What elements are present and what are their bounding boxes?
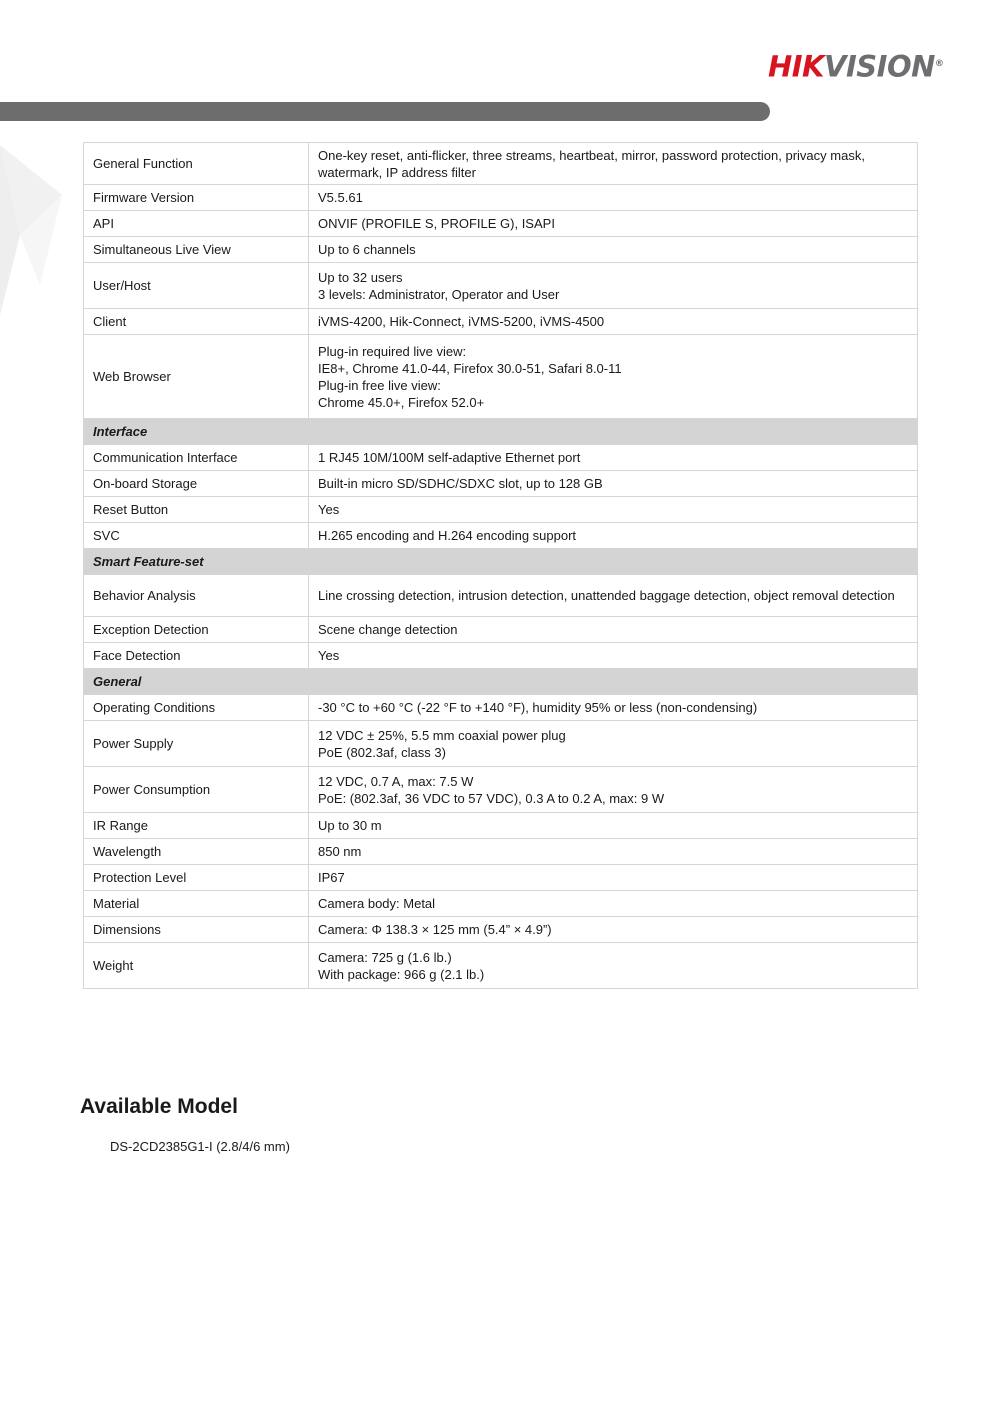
spec-value <box>309 523 918 549</box>
spec-label: Web Browser <box>84 335 309 419</box>
spec-label: Exception Detection <box>84 617 309 643</box>
spec-row <box>84 839 918 865</box>
spec-value-line: Plug-in free live view: <box>318 377 441 393</box>
spec-label: Protection Level <box>84 865 309 891</box>
section-title: Interface <box>84 419 918 445</box>
spec-row <box>84 335 918 419</box>
spec-value <box>309 865 918 891</box>
spec-row <box>84 143 918 185</box>
spec-value-line: Chrome 45.0+, Firefox 52.0+ <box>318 394 485 410</box>
logo-text-gray: VISION <box>824 49 935 84</box>
spec-value <box>309 237 918 263</box>
spec-value <box>309 471 918 497</box>
spec-value <box>309 839 918 865</box>
spec-label: Firmware Version <box>84 185 309 211</box>
spec-label: API <box>84 211 309 237</box>
spec-label: Communication Interface <box>84 445 309 471</box>
section-header-row <box>84 549 918 575</box>
spec-value-line: Camera body: Metal <box>318 896 436 911</box>
spec-value-line: Up to 30 m <box>318 818 382 833</box>
spec-value <box>309 497 918 523</box>
spec-value <box>309 263 918 309</box>
spec-row <box>84 617 918 643</box>
spec-row <box>84 575 918 617</box>
spec-label: Client <box>84 309 309 335</box>
spec-value <box>309 335 918 419</box>
spec-value-line: Yes <box>318 648 340 663</box>
spec-row <box>84 695 918 721</box>
spec-label: SVC <box>84 523 309 549</box>
spec-value <box>309 575 918 617</box>
spec-row <box>84 865 918 891</box>
spec-row <box>84 643 918 669</box>
spec-value-line: 12 VDC ± 25%, 5.5 mm coaxial power plug <box>318 727 566 743</box>
spec-row <box>84 309 918 335</box>
spec-row <box>84 891 918 917</box>
spec-row <box>84 211 918 237</box>
spec-label: Operating Conditions <box>84 695 309 721</box>
spec-row <box>84 943 918 989</box>
spec-label: Material <box>84 891 309 917</box>
spec-row <box>84 523 918 549</box>
spec-value <box>309 767 918 813</box>
spec-label: Power Consumption <box>84 767 309 813</box>
spec-value-line: ONVIF (PROFILE S, PROFILE G), ISAPI <box>318 216 555 231</box>
spec-label: Wavelength <box>84 839 309 865</box>
spec-row <box>84 721 918 767</box>
spec-value <box>309 211 918 237</box>
spec-row <box>84 445 918 471</box>
spec-value-line: Camera: 725 g (1.6 lb.) <box>318 949 452 965</box>
spec-value-line: iVMS-4200, Hik-Connect, iVMS-5200, iVMS-4500 <box>318 314 605 329</box>
spec-value-line: 3 levels: Administrator, Operator and User <box>318 286 560 302</box>
spec-row <box>84 917 918 943</box>
spec-row <box>84 185 918 211</box>
spec-value-line: H.265 encoding and H.264 encoding support <box>318 528 577 543</box>
spec-value-line: Up to 6 channels <box>318 242 416 257</box>
spec-table <box>83 142 918 989</box>
hikvision-logo <box>768 48 943 83</box>
spec-label: IR Range <box>84 813 309 839</box>
spec-row <box>84 471 918 497</box>
spec-value <box>309 309 918 335</box>
spec-value <box>309 695 918 721</box>
model-name: DS-2CD2385G1-I (2.8/4/6 mm) <box>110 1139 290 1154</box>
spec-value <box>309 143 918 185</box>
available-model-heading: Available Model <box>80 1095 238 1118</box>
spec-value <box>309 721 918 767</box>
spec-value-line: 1 RJ45 10M/100M self-adaptive Ethernet port <box>318 450 581 465</box>
spec-value-line: Camera: Φ 138.3 × 125 mm (5.4” × 4.9”) <box>318 922 552 937</box>
spec-row <box>84 497 918 523</box>
section-title: Smart Feature-set <box>84 549 918 575</box>
spec-label: Face Detection <box>84 643 309 669</box>
spec-value-line: PoE: (802.3af, 36 VDC to 57 VDC), 0.3 A to 0.2 A, max: 9 W <box>318 790 665 806</box>
spec-table-body <box>84 143 918 989</box>
section-title: General <box>84 669 918 695</box>
spec-label: Behavior Analysis <box>84 575 309 617</box>
spec-value-line: One-key reset, anti-flicker, three streams, heartbeat, mirror, password protection, privacy mask, watermark, IP address filter <box>318 147 865 180</box>
spec-value <box>309 943 918 989</box>
spec-value <box>309 617 918 643</box>
spec-row <box>84 263 918 309</box>
spec-label: General Function <box>84 143 309 185</box>
spec-value <box>309 643 918 669</box>
spec-value-line: Line crossing detection, intrusion detection, unattended baggage detection, object removal detection <box>318 588 895 603</box>
spec-label: User/Host <box>84 263 309 309</box>
spec-row <box>84 813 918 839</box>
spec-value <box>309 813 918 839</box>
spec-label: Reset Button <box>84 497 309 523</box>
spec-label: On-board Storage <box>84 471 309 497</box>
section-header-row <box>84 419 918 445</box>
spec-value <box>309 445 918 471</box>
spec-value-line: Plug-in required live view: <box>318 343 467 359</box>
spec-value-line: With package: 966 g (2.1 lb.) <box>318 966 485 982</box>
spec-value-line: 850 nm <box>318 844 362 859</box>
spec-value-line: 12 VDC, 0.7 A, max: 7.5 W <box>318 773 474 789</box>
spec-value-line: PoE (802.3af, class 3) <box>318 744 446 760</box>
spec-value-line: -30 °C to +60 °C (-22 °F to +140 °F), humidity 95% or less (non-condensing) <box>318 700 758 715</box>
spec-label: Weight <box>84 943 309 989</box>
spec-label: Simultaneous Live View <box>84 237 309 263</box>
spec-label: Power Supply <box>84 721 309 767</box>
section-header-row <box>84 669 918 695</box>
registered-mark: ® <box>934 59 944 69</box>
header-bar <box>0 102 770 121</box>
spec-value <box>309 891 918 917</box>
spec-row <box>84 767 918 813</box>
watermark-graphic <box>0 125 80 325</box>
spec-value-line: Yes <box>318 502 340 517</box>
spec-value-line: V5.5.61 <box>318 190 363 205</box>
spec-value <box>309 917 918 943</box>
logo-text-red: HIK <box>768 49 825 84</box>
spec-value-line: Up to 32 users <box>318 269 403 285</box>
spec-value <box>309 185 918 211</box>
spec-row <box>84 237 918 263</box>
spec-label: Dimensions <box>84 917 309 943</box>
spec-value-line: Built-in micro SD/SDHC/SDXC slot, up to 128 GB <box>318 476 603 491</box>
spec-value-line: Scene change detection <box>318 622 458 637</box>
spec-value-line: IE8+, Chrome 41.0-44, Firefox 30.0-51, Safari 8.0-11 <box>318 360 622 376</box>
spec-value-line: IP67 <box>318 870 345 885</box>
